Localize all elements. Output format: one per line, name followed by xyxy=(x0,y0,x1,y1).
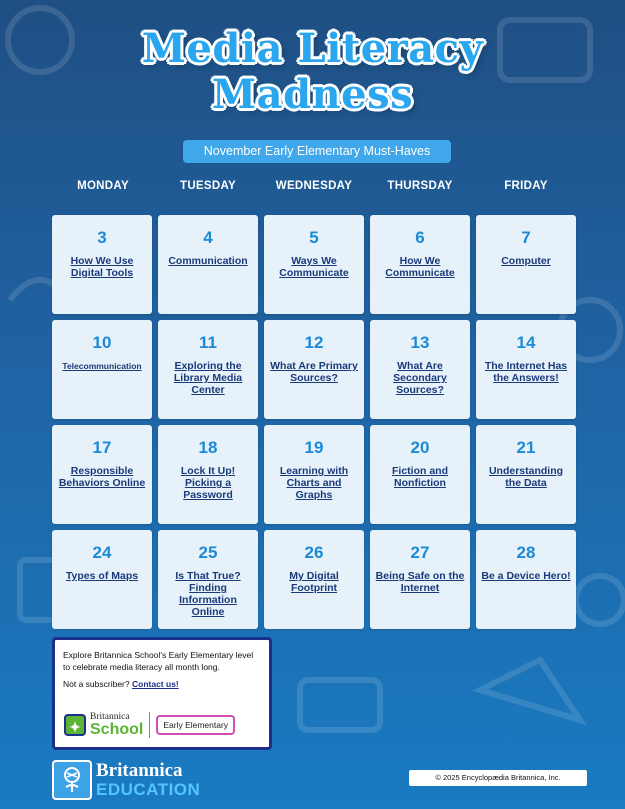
day-number: 17 xyxy=(92,438,112,457)
lesson-link[interactable]: Telecommunication xyxy=(62,361,142,371)
calendar-cell xyxy=(158,530,258,629)
calendar-cell xyxy=(158,215,258,314)
lesson-link[interactable]: Is That True? Finding Information Online xyxy=(175,570,241,618)
lesson-link[interactable]: Be a Device Hero! xyxy=(481,570,571,582)
calendar-cell xyxy=(476,215,576,314)
day-number: 3 xyxy=(97,228,107,247)
logo-britannica-text: Britannica xyxy=(90,712,130,722)
calendar-cell xyxy=(370,530,470,629)
day-number: 11 xyxy=(199,333,217,352)
lesson-link[interactable]: Responsible Behaviors Online xyxy=(58,465,146,489)
day-number: 28 xyxy=(516,543,536,562)
promo-subscriber-line xyxy=(63,679,261,689)
calendar-cell xyxy=(476,320,576,419)
contact-us-link[interactable]: Contact us! xyxy=(132,679,179,689)
britannica-school-promo xyxy=(52,637,272,750)
calendar-cell xyxy=(476,530,576,629)
calendar-cell xyxy=(476,425,576,524)
calendar-cell xyxy=(264,215,364,314)
day-number: 25 xyxy=(198,543,218,562)
day-header-friday: FRIDAY xyxy=(504,180,548,192)
day-number: 20 xyxy=(410,438,430,457)
copyright-notice: © 2025 Encyclopædia Britannica, Inc. xyxy=(409,770,587,786)
page-title xyxy=(0,26,625,118)
logo-school-text: School xyxy=(90,721,144,738)
day-number: 5 xyxy=(309,228,319,247)
britannica-school-logo xyxy=(64,711,235,739)
calendar-cell xyxy=(264,425,364,524)
lesson-link[interactable]: What Are Secondary Sources? xyxy=(393,360,447,396)
day-headers xyxy=(50,180,578,196)
title-line-2: Madness xyxy=(211,71,414,118)
day-number: 7 xyxy=(521,228,531,247)
lesson-link[interactable]: Lock It Up! Picking a Password xyxy=(180,465,236,501)
day-number: 19 xyxy=(304,438,324,457)
calendar-cell xyxy=(52,215,152,314)
day-header-monday: MONDAY xyxy=(77,180,129,192)
calendar-cell xyxy=(264,320,364,419)
day-number: 13 xyxy=(410,333,430,352)
britannica-education-logo xyxy=(52,760,200,800)
britannica-education-wordmark xyxy=(96,761,200,799)
calendar-cell xyxy=(52,320,152,419)
early-elementary-badge: Early Elementary xyxy=(156,715,235,735)
lesson-link[interactable]: Fiction and Nonfiction xyxy=(392,465,448,489)
day-number: 26 xyxy=(304,543,324,562)
lesson-link[interactable]: How We Use Digital Tools xyxy=(70,255,134,279)
lesson-link[interactable]: Understanding the Data xyxy=(488,465,564,489)
day-number: 24 xyxy=(92,543,112,562)
day-number: 27 xyxy=(410,543,430,562)
calendar-cell xyxy=(158,425,258,524)
lesson-link[interactable]: Ways We Communicate xyxy=(279,255,349,279)
calendar-cell xyxy=(264,530,364,629)
not-subscriber-text: Not a subscriber? xyxy=(63,679,130,689)
day-header-wednesday: WEDNESDAY xyxy=(275,180,353,192)
calendar-grid xyxy=(52,215,577,631)
subtitle-banner: November Early Elementary Must-Haves xyxy=(183,140,451,163)
brand-education: EDUCATION xyxy=(96,780,201,799)
calendar-cell xyxy=(52,425,152,524)
title-line-1: Media Literacy xyxy=(141,25,484,72)
calendar-cell xyxy=(158,320,258,419)
day-number: 6 xyxy=(415,228,425,247)
day-number: 4 xyxy=(203,228,213,247)
lesson-link[interactable]: My Digital Footprint xyxy=(289,570,339,594)
promo-text: Explore Britannica School's Early Elementary level to celebrate media literacy all month long. xyxy=(63,650,254,672)
calendar-cell xyxy=(370,425,470,524)
lesson-link[interactable]: Communication xyxy=(168,255,248,267)
lesson-link[interactable]: How We Communicate xyxy=(385,255,455,279)
logo-divider xyxy=(149,712,150,738)
britannica-school-icon: ✦ xyxy=(64,714,86,736)
day-header-thursday: THURSDAY xyxy=(387,180,453,192)
calendar-cell xyxy=(52,530,152,629)
day-number: 10 xyxy=(92,333,112,352)
calendar-cell xyxy=(370,215,470,314)
lesson-link[interactable]: Being Safe on the Internet xyxy=(375,570,465,594)
lesson-link[interactable]: Learning with Charts and Graphs xyxy=(279,465,349,501)
calendar-cell xyxy=(370,320,470,419)
lesson-link[interactable]: The Internet Has the Answers! xyxy=(484,360,568,384)
lesson-link[interactable]: Computer xyxy=(501,255,551,267)
lesson-link[interactable]: Types of Maps xyxy=(65,570,139,582)
day-number: 21 xyxy=(516,438,536,457)
brand-britannica: Britannica xyxy=(96,760,183,781)
lesson-link[interactable]: What Are Primary Sources? xyxy=(270,360,358,384)
lesson-link[interactable]: Exploring the Library Media Center xyxy=(173,360,243,396)
day-header-tuesday: TUESDAY xyxy=(180,180,236,192)
day-number: 14 xyxy=(516,333,536,352)
britannica-school-wordmark xyxy=(90,712,143,738)
day-number: 18 xyxy=(198,438,218,457)
day-number: 12 xyxy=(304,333,324,352)
thistle-icon xyxy=(52,760,92,800)
